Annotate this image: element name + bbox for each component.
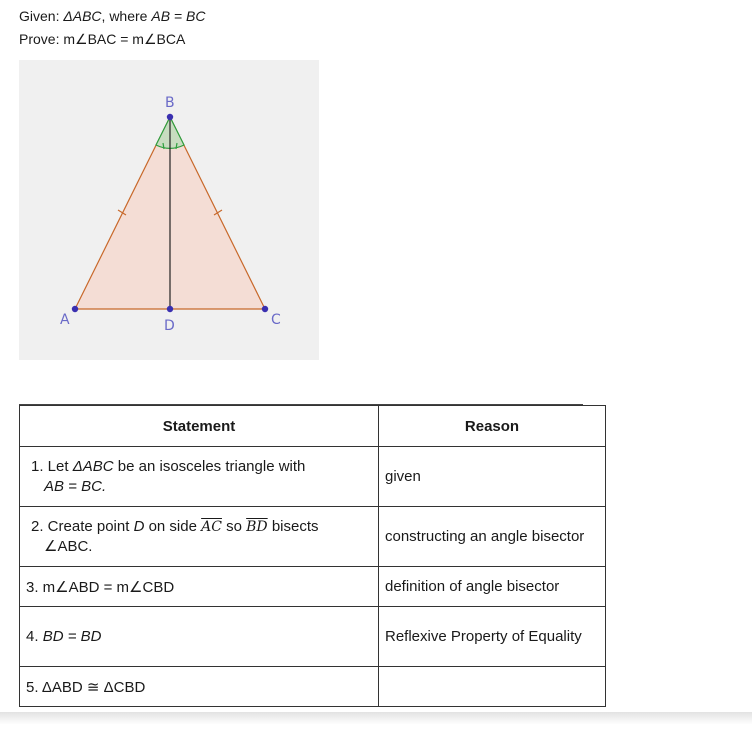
table-row — [20, 567, 606, 607]
label-a: A — [60, 312, 70, 328]
table-row — [20, 667, 606, 707]
table-row — [20, 607, 606, 667]
label-b: B — [165, 95, 175, 111]
triangle-figure — [19, 60, 319, 360]
prove-statement: Prove: m∠BAC = m∠BCA — [19, 31, 186, 47]
statement-cell: 3. m∠ABD = m∠CBD — [20, 567, 379, 607]
table-row — [20, 447, 606, 507]
point-b — [167, 114, 173, 120]
reason-cell: Reflexive Property of Equality — [379, 607, 606, 667]
given-equality: AB = BC — [151, 8, 206, 24]
point-d — [167, 306, 173, 312]
reason-cell: constructing an angle bisector — [379, 507, 606, 567]
statement-header: Statement — [20, 406, 379, 447]
reason-cell: given — [379, 447, 606, 507]
point-c — [262, 306, 268, 312]
given-triangle: ΔABC — [63, 8, 102, 24]
reason-cell: definition of angle bisector — [379, 567, 606, 607]
reason-cell — [379, 667, 606, 707]
table-row — [20, 507, 606, 567]
statement-cell: 1. Let ΔABC be an isosceles triangle with AB = BC. — [20, 447, 379, 507]
given-statement: Given: ΔABC, where AB = BC — [19, 8, 206, 24]
statement-cell: 2. Create point D on side $\overline{AC}$ so $\overline{BD}$ bisects ∠ABC. — [20, 507, 379, 567]
reason-header: Reason — [379, 406, 606, 447]
label-c: C — [271, 312, 281, 328]
label-d: D — [164, 318, 175, 334]
proof-table — [19, 405, 606, 707]
triangle-diagram — [19, 60, 319, 360]
statement-cell: 4. BD = BD — [20, 607, 379, 667]
table-header-row — [20, 406, 606, 447]
point-a — [72, 306, 78, 312]
statement-cell: 5. ΔABD ≅ ΔCBD — [20, 667, 379, 707]
bottom-scroll-edge — [0, 712, 752, 733]
